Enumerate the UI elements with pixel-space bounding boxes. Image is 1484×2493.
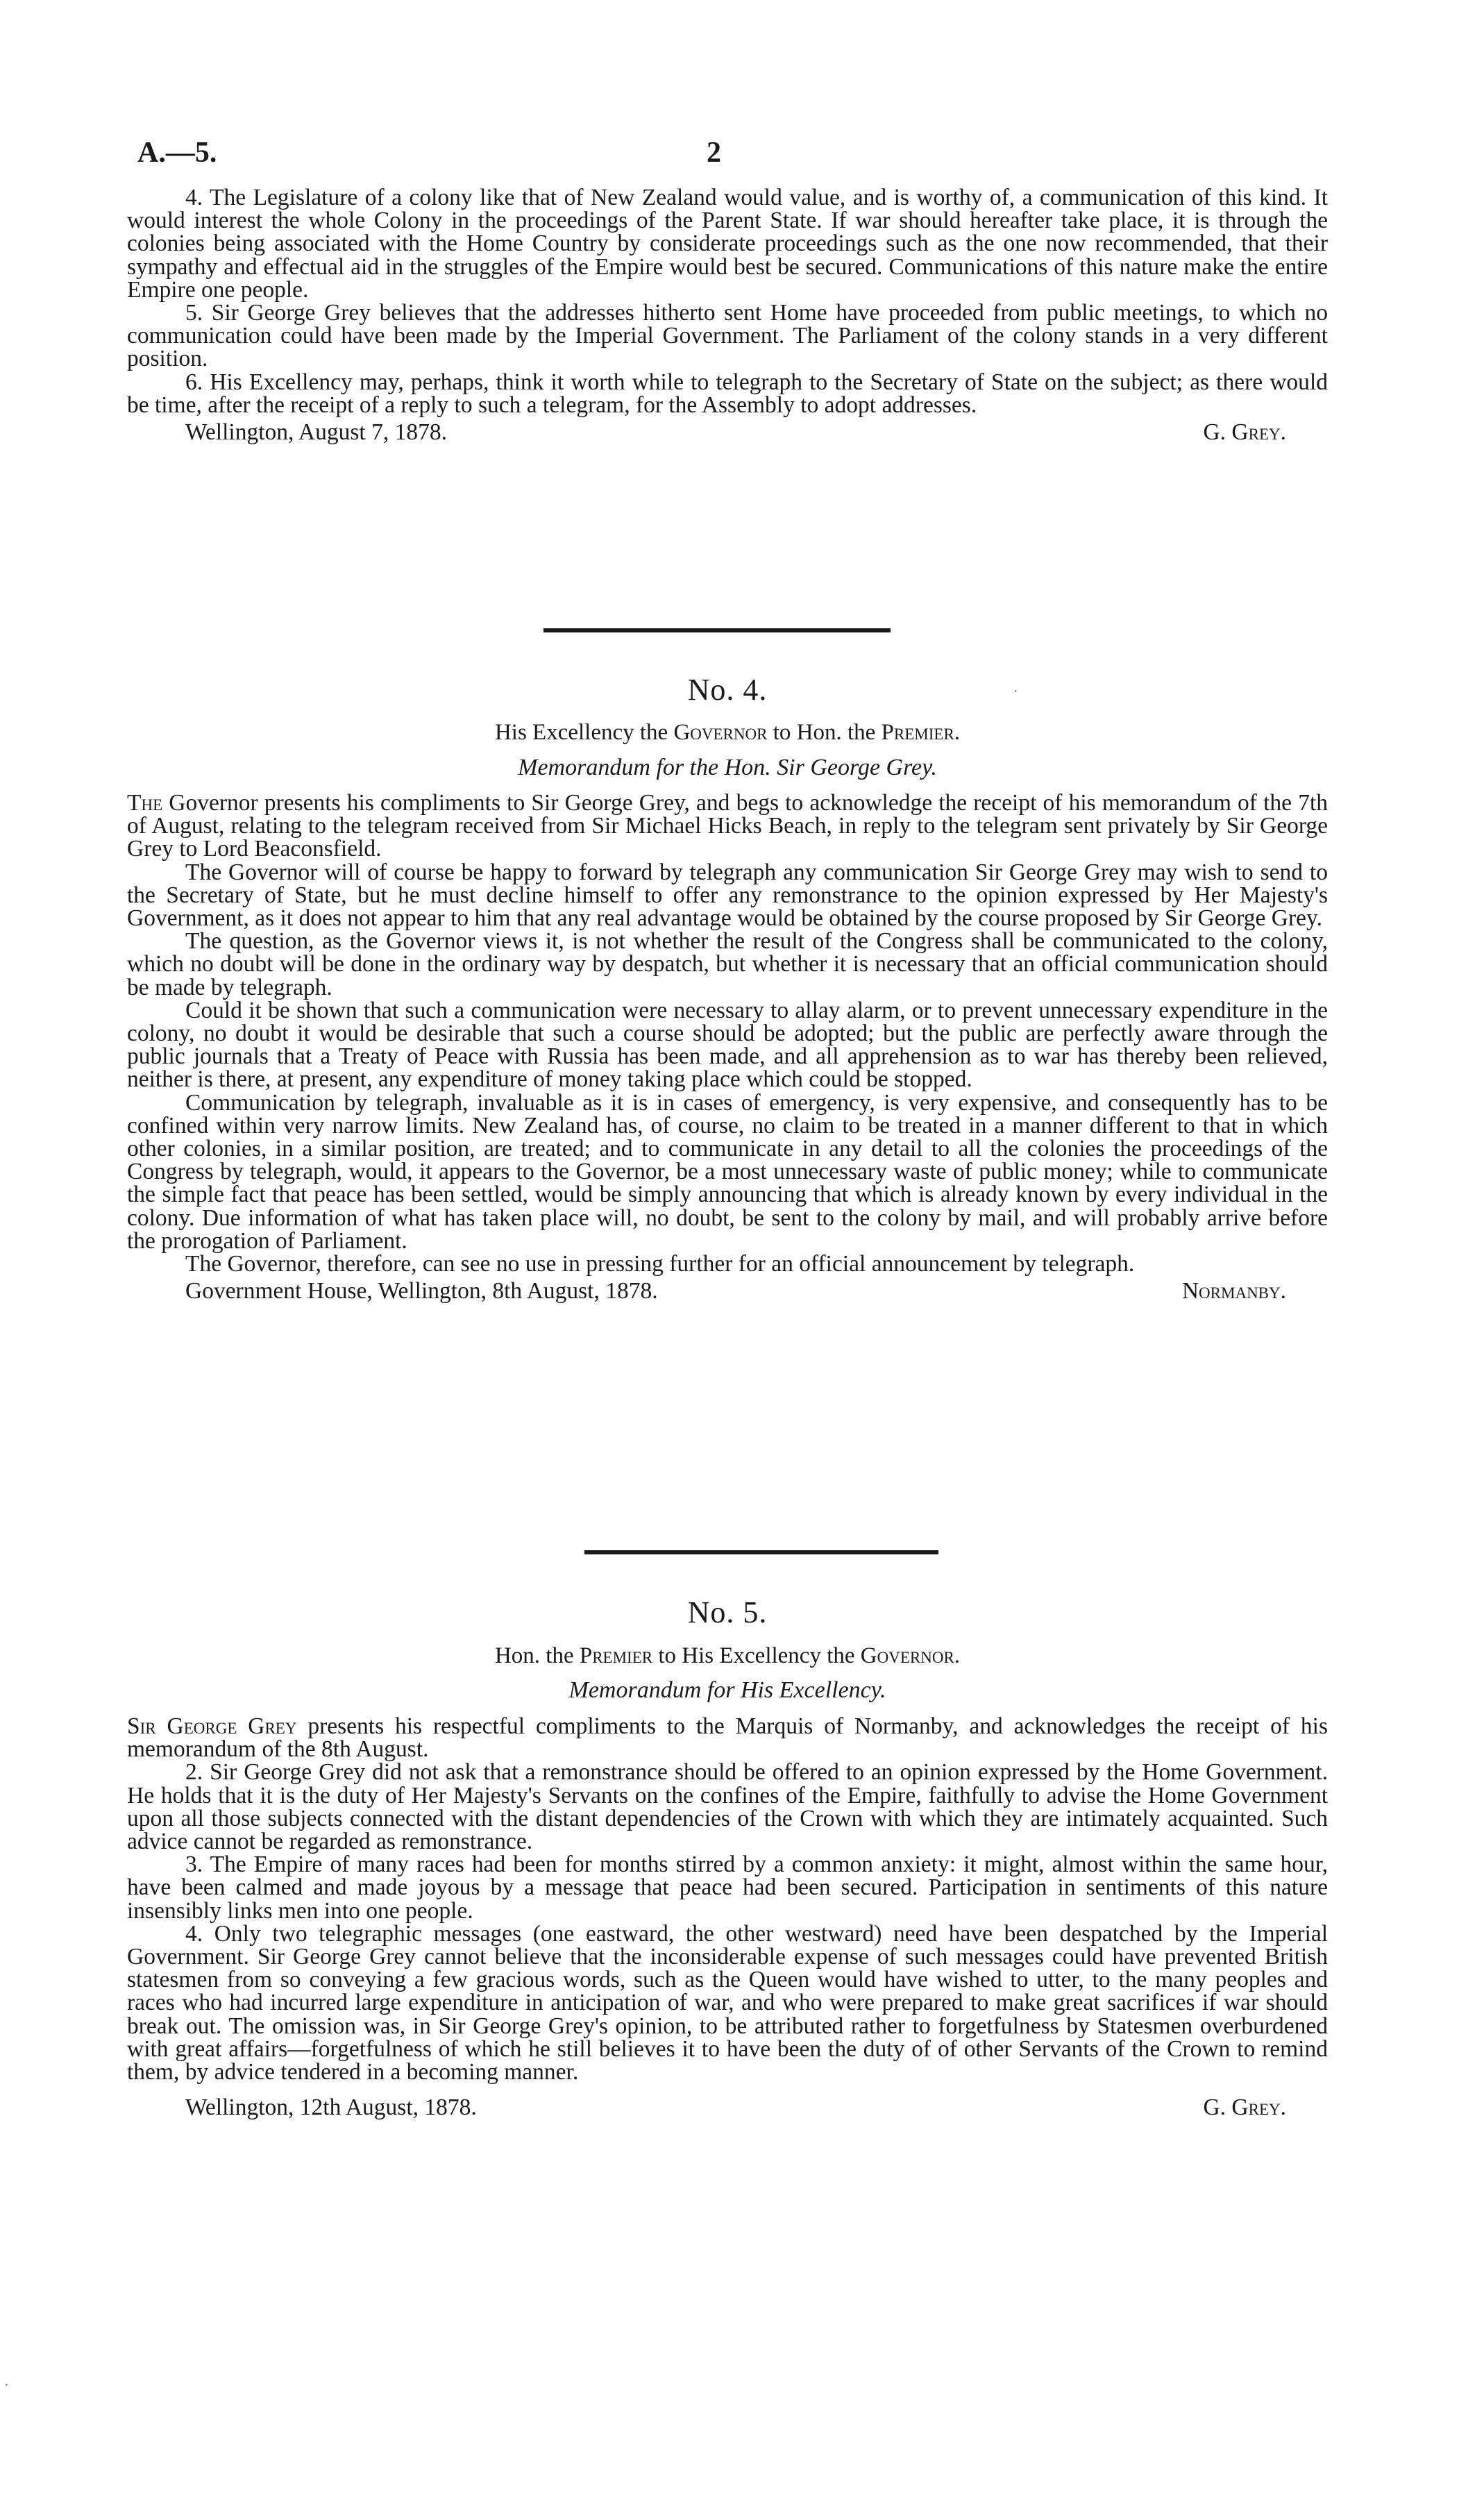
signature-line: [127, 1279, 1328, 1307]
section-divider: [543, 628, 891, 632]
document-reference: A.—5.: [137, 137, 217, 169]
signature-place-date: Government House, Wellington, 8th August, 1878.: [185, 1278, 658, 1304]
section-divider: [584, 1550, 938, 1554]
subtitle-text: His Excellency the: [494, 720, 674, 745]
signature-name: G. Grey.: [1203, 419, 1286, 446]
signature-place-date: Wellington, 12th August, 1878.: [185, 2095, 477, 2121]
paragraph-text: Governor presents his compliments to Sir George Grey, and begs to acknowledge the receipt of his memorandum of the 7th of August, relating to the telegram received from Sir Michael Hicks Beach, in reply to the telegram sent privately by Sir George Grey to Lord Beaconsfield.: [127, 790, 1328, 862]
page-header: [137, 136, 1366, 178]
section-3-tail: [127, 186, 1328, 448]
subtitle-to: Governor: [860, 1643, 954, 1668]
paragraph: The Governor will of course be happy to forward by telegraph any communication Sir George Grey may wish to send to the Secretary of State, but he must decline himself to offer any remonstrance to the opinion expressed by Her Majesty's Government, as it does not appear to him that any real advantage would be obtained by the course proposed by Sir George Grey.: [127, 859, 1328, 932]
section-5-memo-heading: Memorandum for His Excellency.: [568, 1677, 886, 1703]
subtitle-text: to His Excellency the: [652, 1643, 861, 1668]
page-number: 2: [707, 137, 721, 169]
subtitle-text: .: [954, 1643, 961, 1668]
paragraph-text: presents his respectful compliments to the Marquis of Normanby, and acknowledges the receipt of his memorandum of the 8th August.: [127, 1713, 1328, 1763]
section-4-memo-heading: Memorandum for the Hon. Sir George Grey.: [518, 755, 937, 780]
paragraph: [127, 1715, 1328, 1761]
section-4-subtitle: [127, 720, 1328, 746]
paragraph: The question, as the Governor views it, is not whether the result of the Congress shall be communicated to the colony, which no doubt will be done in the ordinary way by despatch, but whether it is necessary that an official communication should be made by telegraph.: [127, 928, 1328, 1000]
subtitle-text: .: [954, 720, 961, 745]
section-4-title: No. 4.: [687, 673, 768, 707]
subtitle-text: Hon. the: [494, 1643, 580, 1668]
print-speck: ·: [4, 2378, 9, 2393]
paragraph: [127, 791, 1328, 861]
paragraph: Could it be shown that such a communication were necessary to allay alarm, or to prevent unnecessary expenditure in the colony, no doubt it would be desirable that such a course should be adopted; but the public are perfectly aware through the public journals that a Treaty of Peace with Russia has been made, and all apprehension as to war has thereby been relieved, neither is there, at present, any expenditure of money taking place which could be stopped.: [127, 997, 1328, 1093]
paragraph: The Governor, therefore, can see no use in pressing further for an official announcement by telegraph.: [185, 1251, 1135, 1277]
paragraph: Communication by telegraph, invaluable as it is in cases of emergency, is very expensive, and consequently has to be confined within very narrow limits. New Zealand has, of course, no claim to be treated in a manner different to that in which other colonies, in a similar position, are treated; and to communicate in any detail to all the colonies the proceedings of the Congress by telegraph, would, it appears to the Governor, be a most unnecessary waste of public money; while to communicate the simple fact that peace has been settled, would be simply announcing that which is already known by every individual in the colony. Due information of what has taken place will, no doubt, be sent to the colony by mail, and will probably arrive before the prorogation of Parliament.: [127, 1089, 1328, 1254]
paragraph: 2. Sir George Grey did not ask that a remonstrance should be offered to an opinion expressed by the Home Government. He holds that it is the duty of Her Majesty's Servants on the confines of the Empire, faithfully to advise the Home Government upon all those subjects connected with the distant dependencies of the Crown with which they are intimately acquainted. Such advice cannot be regarded as remonstrance.: [127, 1759, 1328, 1855]
signature-name: G. Grey.: [1203, 2095, 1286, 2121]
subtitle-from: Premier: [579, 1643, 653, 1668]
signature-line: [127, 2096, 1328, 2124]
section-5-body: [127, 1715, 1328, 2124]
signature-line: [127, 421, 1328, 448]
section-5-subtitle: [127, 1643, 1328, 1669]
paragraph: 6. His Excellency may, perhaps, think it worth while to telegraph to the Secretary of State on the subject; as there would be time, after the receipt of a reply to such a telegram, for the Assembly to adopt addresses.: [127, 369, 1328, 418]
paragraph: 4. The Legislature of a colony like that of New Zealand would value, and is worthy of, a communication of this kind. It would interest the whole Colony in the proceedings of the Parent State. If war should hereafter take place, it is through the colonies being associated with the Home Country by considerate proceedings such as the one now recommended, that their sympathy and effectual aid in the struggles of the Empire would best be secured. Communications of this nature make the entire Empire one people.: [127, 185, 1328, 303]
lead-words: Sir George Grey: [127, 1713, 297, 1739]
section-5-title: No. 5.: [687, 1595, 768, 1629]
print-speck: ·: [1013, 684, 1018, 699]
signature-place-date: Wellington, August 7, 1878.: [185, 419, 447, 446]
paragraph: 4. Only two telegraphic messages (one eastward, the other westward) need have been despatched by the Imperial Government. Sir George Grey cannot believe that the inconsiderable expense of such messages could have prevented British statesmen from so conveying a few gracious words, such as the Queen would have wished to utter, to the many peoples and races who had incurred large expenditure in anticipation of war, and who were prepared to make great sacrifices if war should break out. The omission was, in Sir George Grey's opinion, to be attributed rather to forgetfulness by Statesmen overburdened with great affairs—forgetfulness of which he still believes it to have been the duty of of other Servants of the Crown to remind them, by advice tendered in a becoming manner.: [127, 1920, 1328, 2085]
subtitle-from: Governor: [673, 720, 768, 745]
paragraph: 5. Sir George Grey believes that the addresses hitherto sent Home have proceeded from public meetings, to which no communication could have been made by the Imperial Government. The Parliament of the colony stands in a very different position.: [127, 300, 1328, 372]
lead-word: The: [127, 790, 163, 816]
section-4-body: [127, 791, 1328, 1307]
signature-name: Normanby.: [1181, 1278, 1286, 1304]
subtitle-text: to Hon. the: [767, 720, 882, 745]
paragraph: 3. The Empire of many races had been for months stirred by a common anxiety: it might, almost within the same hour, have been calmed and made joyous by a message that peace had been secured. Participation in sentiments of this nature insensibly links men into one people.: [127, 1852, 1328, 1924]
subtitle-to: Premier: [881, 720, 954, 745]
